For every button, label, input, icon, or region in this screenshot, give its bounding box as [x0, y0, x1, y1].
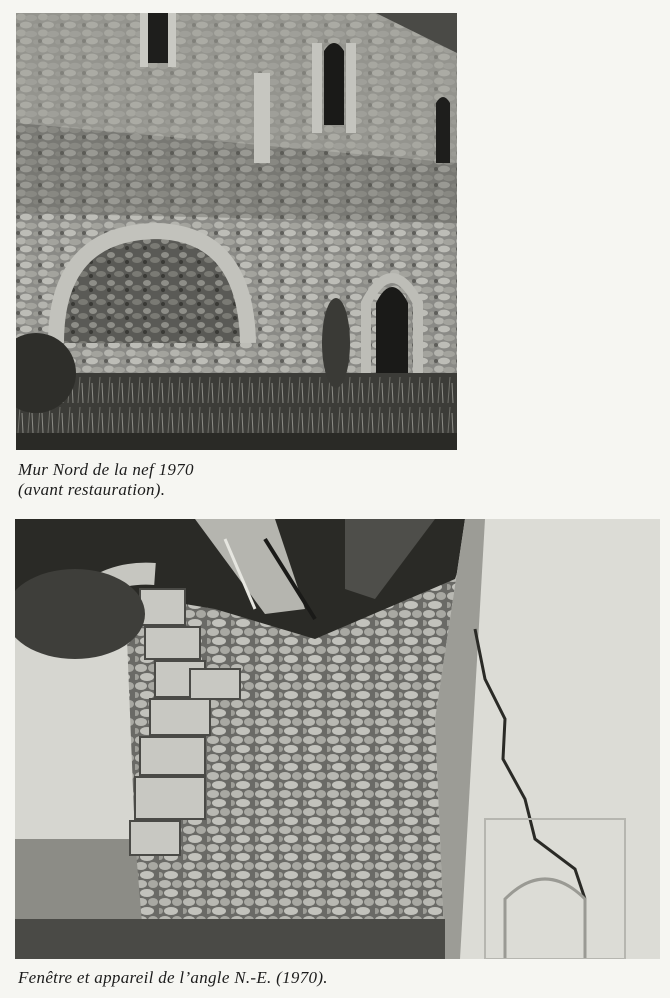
- photo-window-masonry-ne-corner: [15, 519, 660, 959]
- caption-line: Mur Nord de la nef 1970: [18, 460, 194, 479]
- caption-line: Fenêtre et appareil de l’angle N.-E. (1970).: [18, 968, 328, 987]
- caption-line: (avant restauration).: [18, 480, 166, 499]
- figure-caption: [18, 968, 328, 988]
- figure-caption: [18, 460, 194, 500]
- photo-north-wall-nave: [16, 13, 457, 450]
